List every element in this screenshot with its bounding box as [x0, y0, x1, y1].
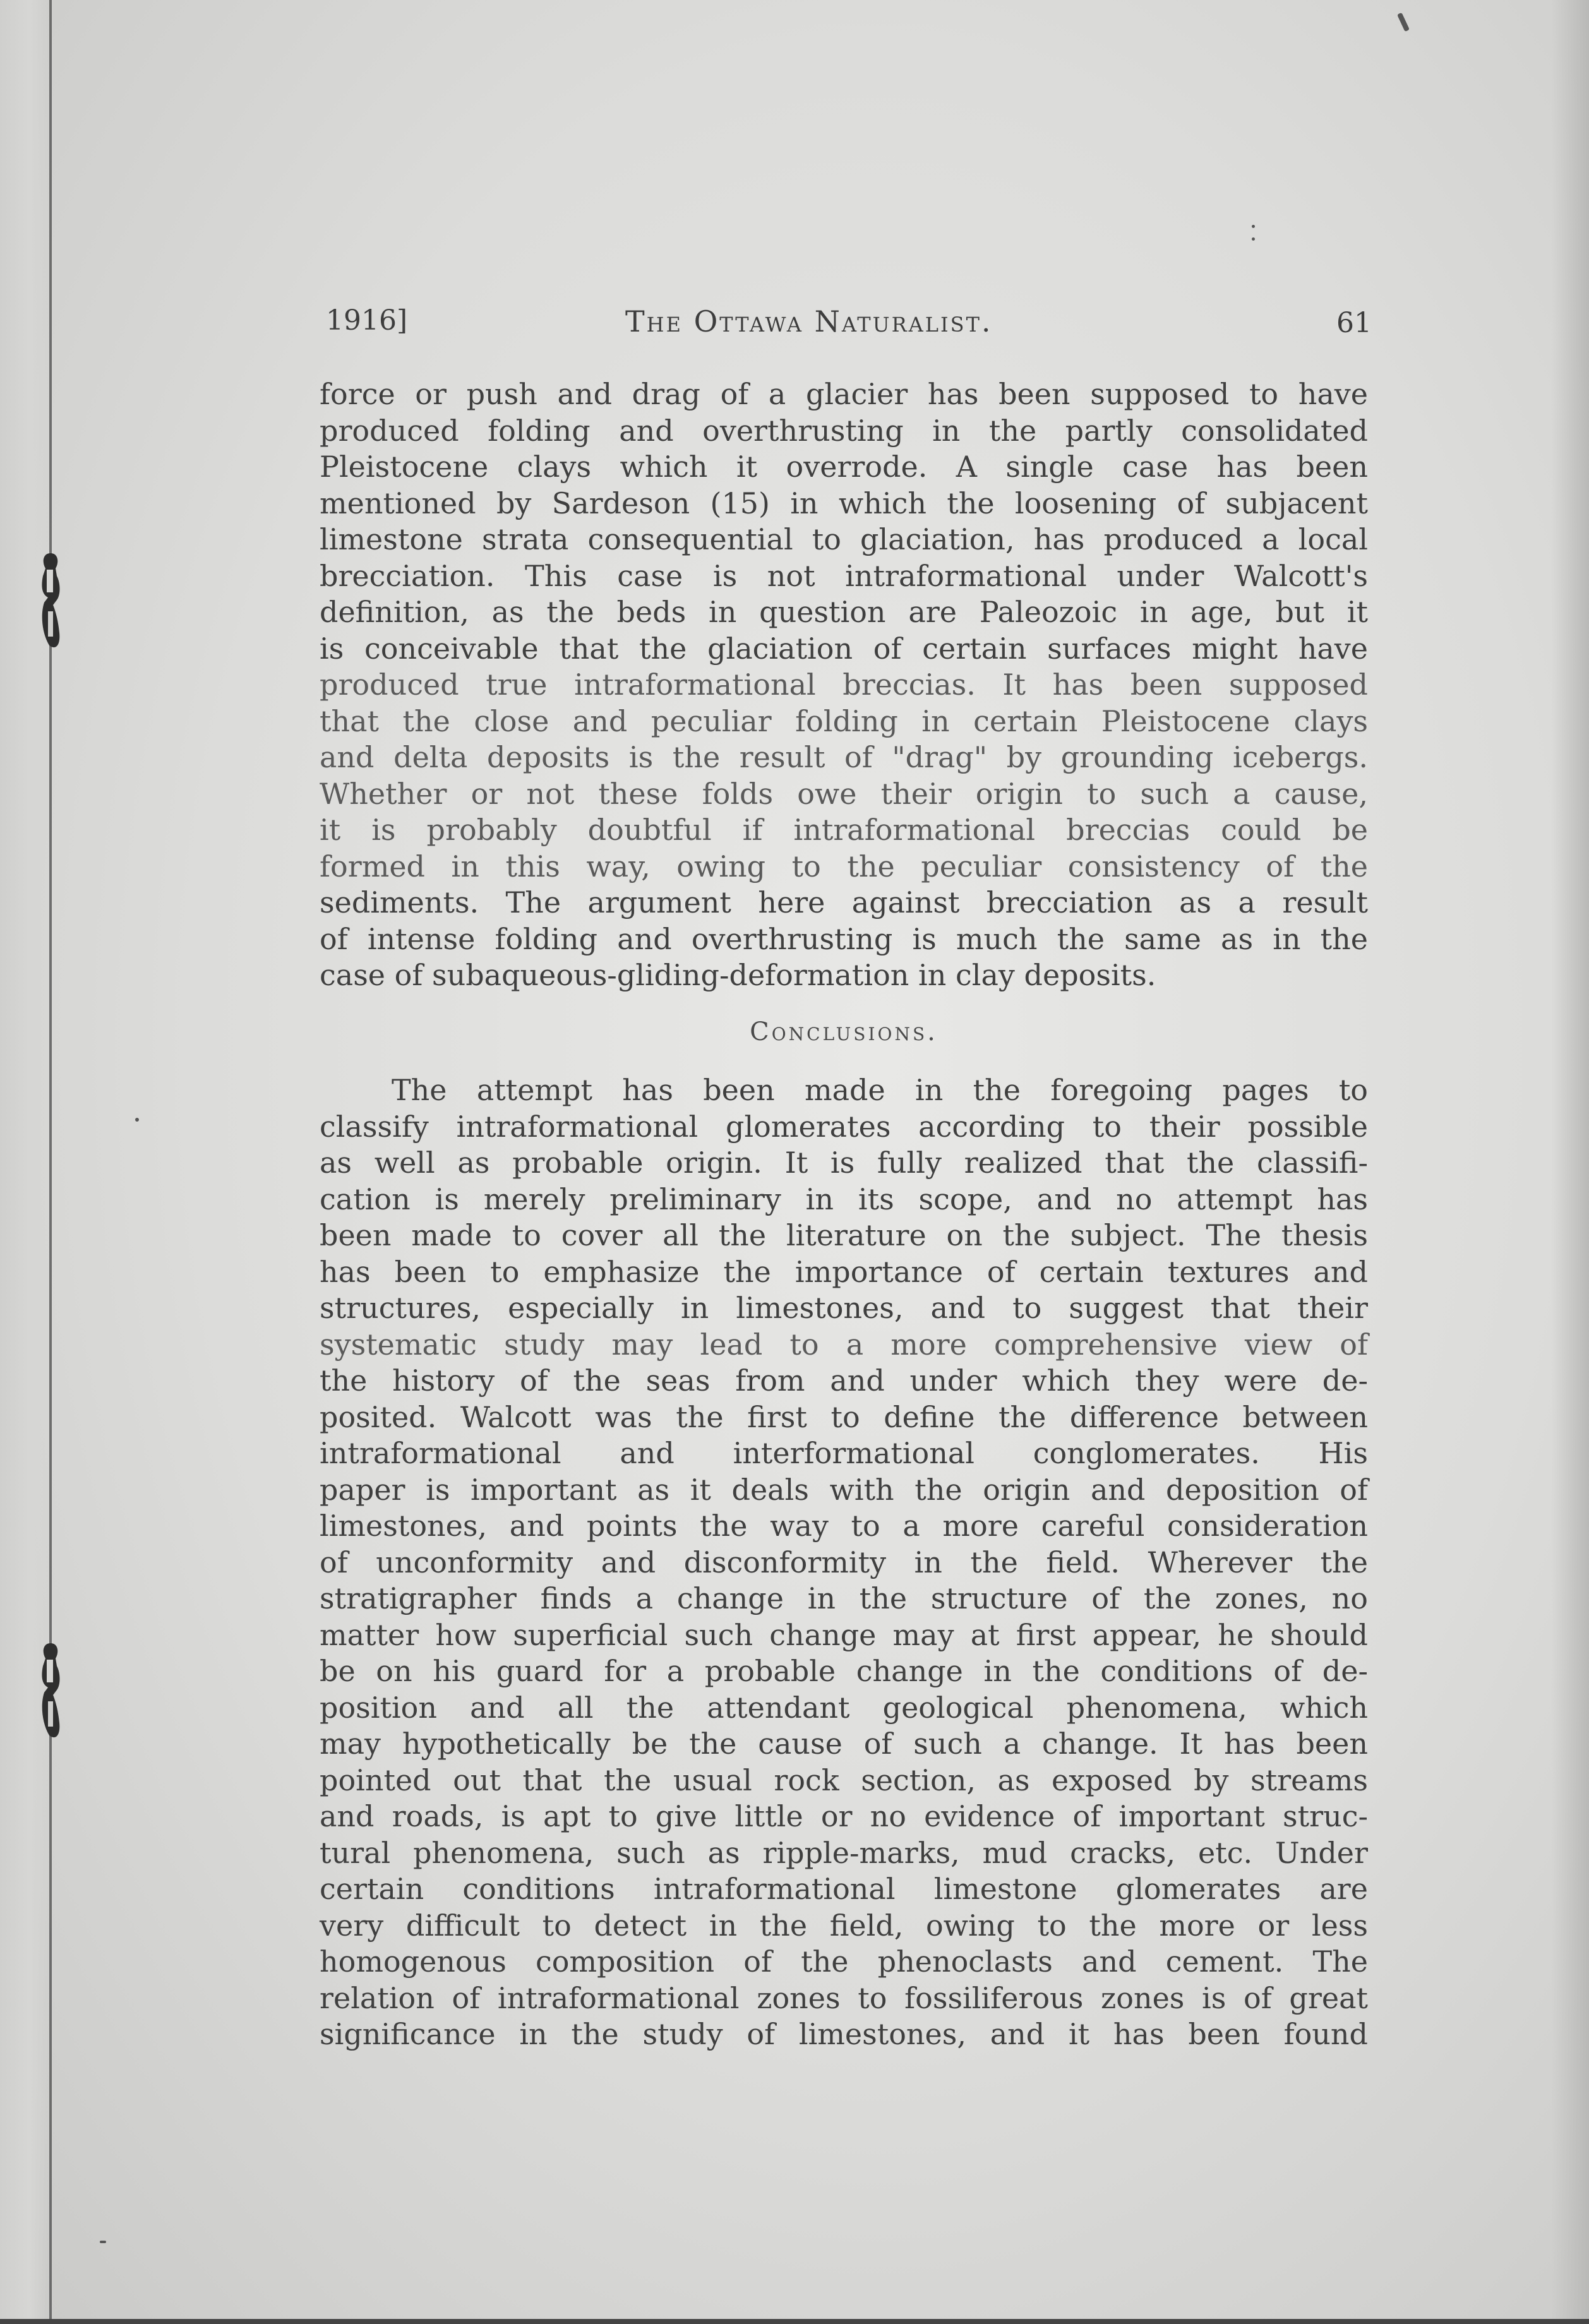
text-line: relation of intraformational zones to fossiliferous zones is of great	[320, 1980, 1368, 2015]
text-line: matter how superficial such change may at first appear, he should	[320, 1617, 1368, 1652]
text-line: produced true intraformational breccias. It has been supposed	[320, 668, 1368, 702]
text-line: significance in the study of limestones, and it has been found	[320, 2017, 1368, 2051]
text-line: produced folding and overthrusting in the partly consolidated	[320, 413, 1368, 448]
text-line: limestones, and points the way to a more careful consideration	[320, 1509, 1368, 1543]
left-page-margin	[0, 0, 49, 2324]
dust-mark	[135, 1118, 139, 1122]
text-line: homogenous composition of the phenoclasts and cement. The	[320, 1944, 1368, 1979]
text-line: force or push and drag of a glacier has been supposed to have	[320, 377, 1368, 411]
dust-mark	[1252, 237, 1255, 241]
text-line: sediments. The argument here against brecciation as a result	[320, 885, 1368, 919]
dust-mark	[100, 2241, 106, 2243]
text-line: been made to cover all the literature on the subject. The thesis	[320, 1218, 1368, 1252]
header-journal-title: The Ottawa Naturalist.	[625, 304, 993, 338]
text-line: that the close and peculiar folding in certain Pleistocene clays	[320, 704, 1368, 738]
text-line: case of subaqueous-gliding-deformation in clay deposits.	[320, 958, 1156, 992]
text-line: paper is important as it deals with the origin and deposition of	[320, 1472, 1368, 1507]
text-line: the history of the seas from and under which they were de-	[320, 1363, 1368, 1398]
text-line: formed in this way, owing to the peculiar consistency of the	[320, 849, 1368, 883]
text-line: very difficult to detect in the field, owing to the more or less	[320, 1908, 1368, 1943]
text-line: pointed out that the usual rock section, as exposed by streams	[320, 1763, 1368, 1797]
paragraph-continued	[320, 376, 1368, 994]
text-line: tural phenomena, such as ripple-marks, mud cracks, etc. Under	[320, 1835, 1368, 1870]
text-line: of intense folding and overthrusting is much the same as in the	[320, 921, 1368, 956]
text-line: classify intraformational glomerates according to their possible	[320, 1109, 1368, 1144]
text-line: intraformational and interformational conglomerates. His	[320, 1436, 1368, 1470]
text-line: brecciation. This case is not intraformational under Walcott's	[320, 558, 1368, 593]
text-line: stratigrapher finds a change in the structure of the zones, no	[320, 1581, 1368, 1615]
text-line: position and all the attendant geological phenomena, which	[320, 1690, 1368, 1725]
binding-clip-bottom-icon	[37, 1641, 64, 1742]
text-line: is conceivable that the glaciation of certain surfaces might have	[320, 631, 1368, 666]
text-line: Whether or not these folds owe their origin to such a cause,	[320, 776, 1368, 811]
bottom-page-edge	[0, 2319, 1589, 2324]
text-line: and roads, is apt to give little or no evidence of important struc-	[320, 1799, 1368, 1833]
text-line: definition, as the beds in question are Paleozoic in age, but it	[320, 595, 1368, 629]
text-line: Pleistocene clays which it overrode. A single case has been	[320, 450, 1368, 484]
text-line: mentioned by Sardeson (15) in which the loosening of subjacent	[320, 486, 1368, 520]
left-page-edge-line	[49, 0, 52, 2324]
text-line: posited. Walcott was the first to define the difference between	[320, 1399, 1368, 1434]
text-line: limestone strata consequential to glaciation, has produced a local	[320, 522, 1368, 556]
text-line: has been to emphasize the importance of certain textures and	[320, 1254, 1368, 1289]
dust-mark	[1252, 225, 1255, 228]
text-line: it is probably doubtful if intraformational breccias could be	[320, 813, 1368, 847]
text-line: may hypothetically be the cause of such a change. It has been	[320, 1727, 1368, 1761]
right-page-shadow	[1551, 0, 1589, 2324]
text-line: structures, especially in limestones, and to suggest that their	[320, 1291, 1368, 1325]
page-number: 61	[1336, 307, 1372, 339]
text-line: be on his guard for a probable change in the conditions of de-	[320, 1654, 1368, 1688]
text-line: cation is merely preliminary in its scope, and no attempt has	[320, 1182, 1368, 1216]
paragraph-conclusions	[320, 1072, 1368, 2053]
text-line: The attempt has been made in the foregoing pages to	[392, 1073, 1368, 1107]
text-line: certain conditions intraformational limestone glomerates are	[320, 1872, 1368, 1906]
text-line: of unconformity and disconformity in the field. Wherever the	[320, 1545, 1368, 1579]
binding-clip-top-icon	[37, 551, 64, 652]
text-line: systematic study may lead to a more comprehensive view of	[320, 1327, 1368, 1362]
running-header	[326, 298, 1372, 342]
text-line: as well as probable origin. It is fully realized that the classifi-	[320, 1146, 1368, 1180]
header-year: 1916]	[326, 304, 408, 337]
text-line: and delta deposits is the result of "drag" by grounding icebergs.	[320, 740, 1368, 774]
section-heading: Conclusions.	[750, 1017, 938, 1046]
